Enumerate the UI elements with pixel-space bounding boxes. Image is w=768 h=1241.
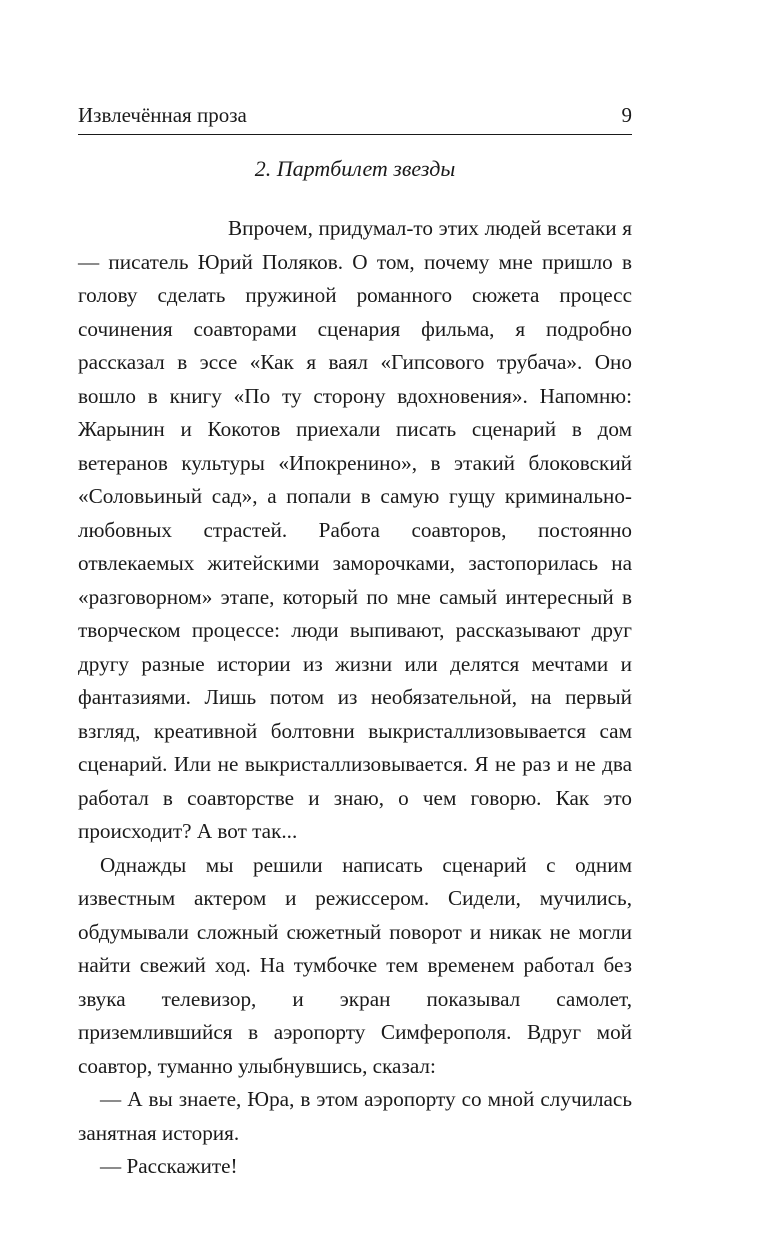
body-text — [78, 212, 632, 1184]
dialog-line: — Расскажите! — [100, 1154, 238, 1178]
running-head — [78, 96, 632, 128]
paragraph: Впрочем, придумал-то этих людей всетаки я — писатель Юрий Поляков. О том, почему мне пришло в голову сделать пружиной романного сюжета процесс сочинения соавторами сценария фильма, я подробно рассказал в эссе «Как я ваял «Гипсового трубача». Оно вошло в книгу «По ту сторону вдохновения». Напомню: Жарынин и Кокотов приехали писать сценарий в дом ветеранов культуры «Ипокренино», в этакий блоковский «Соловьиный сад», а попали в самую гущу криминально-любовных страстей. Работа соавторов, постоянно отвлекаемых житейскими заморочками, застопорилась на «разговорном» этапе, который по мне самый интересный в творческом процессе: люди выпивают, рассказывают друг другу разные истории из жизни или делятся мечтами и фантазиями. Лишь потом из необязательной, на первый взгляд, креативной болтовни выкристаллизовывается сам сценарий. Или не выкристаллизовывается. Я не раз и не два работал в соавторстве и знаю, о чем говорю. Как это происходит? А вот так... — [78, 216, 632, 843]
book-page — [78, 0, 632, 1241]
running-title: Извлечённая проза — [78, 103, 247, 127]
chapter-title: 2. Партбилет звезды — [254, 156, 456, 181]
paragraph: Однажды мы решили написать сценарий с одним известным актером и режиссером. Сидели, мучились, обдумывали сложный сюжетный поворот и никак не могли найти свежий ход. На тумбочке тем временем работал без звука телевизор, и экран показывал самолет, приземлившийся в аэропорту Симферополя. Вдруг мой соавтор, туманно улыбнувшись, сказал: — [78, 852, 632, 1078]
page-number: 9 — [621, 103, 632, 127]
header-rule — [78, 134, 632, 135]
dialog-line: — А вы знаете, Юра, в этом аэропорту со мной случилась занятная история. — [78, 1087, 632, 1145]
